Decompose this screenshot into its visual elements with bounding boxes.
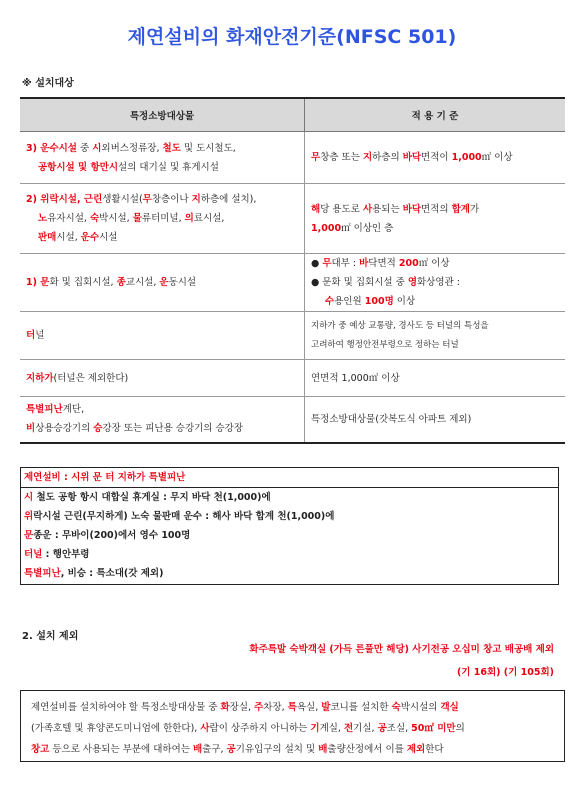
body-text: ㎡ 이상 <box>481 152 513 163</box>
body-text: 강장 또는 피난용 승강기의 승강장 <box>102 423 244 435</box>
summary-line <box>21 468 558 488</box>
highlight-text: 사 <box>362 203 373 215</box>
body-text: 계단, <box>62 404 85 416</box>
highlight-text: 지 <box>191 194 201 205</box>
highlight-text: 문 <box>24 530 34 541</box>
body-text: ● 문화 및 집회시설 중 <box>311 277 408 288</box>
highlight-text: 수 <box>325 296 335 307</box>
body-text: 용인원 <box>334 296 365 307</box>
table-row <box>20 132 565 184</box>
body-text: (터널은 제외한다) <box>53 372 129 384</box>
highlight-text: 배 <box>192 744 203 755</box>
cell-line <box>311 200 559 219</box>
summary-line <box>24 507 555 526</box>
highlight-text: 50㎡ 미만 <box>411 723 456 734</box>
highlight-text: 2) <box>26 194 41 205</box>
page-title: 제연설비의 화재안전기준(NFSC 501) <box>127 26 457 48</box>
highlight-text: 터널 <box>24 549 43 560</box>
body-text: 교시설, <box>125 277 160 288</box>
highlight-text: 운수 <box>80 232 100 243</box>
highlight-text: 제외 <box>406 744 426 755</box>
highlight-text: 지 <box>362 152 373 163</box>
highlight-text: 위 <box>24 511 34 522</box>
body-text: 한다 <box>425 744 444 755</box>
body-text: 철도 공항 항시 대합실 휴게실 : 무지 바닥 천(1,000)에 <box>33 492 271 503</box>
cell-line <box>26 419 298 438</box>
standard-cell: 연면적 1,000㎡ 이상 <box>305 360 566 397</box>
highlight-text: 특 <box>287 702 297 713</box>
highlight-text: 시 <box>24 492 34 503</box>
body-text: 창층 또는 <box>320 152 363 163</box>
highlight-text: 바 <box>359 258 369 269</box>
body-text: 제연설비를 설치하여야 할 특정소방대상물 중 <box>31 702 221 713</box>
column-header-standard: 적 용 기 준 <box>305 98 566 132</box>
body-text: 락시설 근린(무지하게) 노숙 물판매 운수 : 해사 바닥 합계 천(1,000)에 <box>33 511 335 522</box>
highlight-text: 발 <box>321 702 331 713</box>
summary-box <box>20 467 559 585</box>
highlight-text: 주 <box>254 702 264 713</box>
standard-cell <box>305 132 566 184</box>
body-text: : 행안부령 <box>42 549 90 560</box>
highlight-text: 비 <box>26 423 36 435</box>
summary-line <box>24 488 555 507</box>
cell-line <box>311 148 559 167</box>
highlight-text: 200 <box>398 258 419 269</box>
body-text: 대부 : <box>331 258 360 269</box>
highlight-text: 물 <box>132 213 142 224</box>
body-text: 화 및 집회시설, <box>49 277 117 288</box>
body-text: , 비승 : 특소대(갓 제외) <box>60 568 164 579</box>
object-cell <box>20 397 305 443</box>
body-text: 닥면적 <box>368 258 399 269</box>
body-text: 하층에 설치), <box>200 194 257 205</box>
cell-line <box>311 273 559 292</box>
body-text: 가 <box>469 203 480 215</box>
body-text: 코니를 설치한 <box>330 702 392 713</box>
highlight-text: 시 <box>108 161 119 173</box>
cell-line <box>311 219 559 238</box>
highlight-text: 특별피난 <box>26 404 63 416</box>
body-text: 기실, <box>353 723 378 734</box>
table-row <box>20 254 565 312</box>
body-text: 출량산정에서 이를 <box>327 744 407 755</box>
highlight-text: 문 <box>40 277 50 288</box>
body-text: 중 <box>76 142 93 154</box>
highlight-text: 1,000 <box>311 222 342 234</box>
cell-line: 지하가 중 예상 교통량, 경사도 등 터널의 특성을 <box>311 320 489 331</box>
object-cell <box>20 360 305 397</box>
table-row <box>20 360 565 397</box>
body-text: 장실, <box>229 702 255 713</box>
highlight-text: 노 <box>38 213 48 224</box>
highlight-text: 화 <box>220 702 230 713</box>
highlight-text: 객실 <box>440 702 459 713</box>
highlight-text: 바닥 <box>402 152 422 163</box>
standard-cell <box>305 254 566 312</box>
body-text: 박시설의 <box>400 702 441 713</box>
body-text: ㎡ 이상 <box>418 258 450 269</box>
highlight-text: 합계 <box>451 203 470 215</box>
cell-line <box>26 228 298 247</box>
cell-line <box>26 400 298 419</box>
highlight-text: 공항시설 및 항만 <box>38 161 109 173</box>
highlight-text: 시 <box>92 142 102 154</box>
highlight-text: 1) <box>26 277 41 288</box>
body-text: 차장, <box>263 702 288 713</box>
body-text: 동시설 <box>168 277 197 288</box>
body-text: 등으로 사용되는 부분에 대하여는 <box>49 744 193 755</box>
highlight-text: 운수시설 <box>40 142 77 154</box>
highlight-text: 1,000 <box>451 152 482 163</box>
body-text: 널 <box>35 330 45 341</box>
highlight-text: 100명 <box>364 296 394 307</box>
body-text: 설의 대기실 및 휴게시설 <box>118 161 219 173</box>
body-text: 당 용도로 <box>320 203 363 215</box>
object-cell <box>20 254 305 312</box>
highlight-text: 기 <box>310 723 320 734</box>
exam-reference: (기 16회) (기 105회) <box>456 667 554 678</box>
standard-cell: 특정소방대상물(갓복도식 아파트 제외) <box>305 397 566 443</box>
body-text: 및 도시철도, <box>180 142 236 154</box>
body-text: 계실, <box>319 723 344 734</box>
highlight-text: 전 <box>343 723 354 734</box>
highlight-text: 지하가 <box>26 372 54 384</box>
table-row <box>20 397 565 443</box>
highlight-text: 영 <box>407 277 417 288</box>
highlight-text: 종 <box>116 277 126 288</box>
body-text: 이상 <box>393 296 416 307</box>
cell-line <box>26 190 298 209</box>
highlight-text: 철도 <box>162 142 181 154</box>
standards-table <box>20 97 565 444</box>
highlight-text: 무 <box>311 152 321 163</box>
table-row <box>20 184 565 254</box>
body-text: ㎡ 이상인 층 <box>341 222 394 234</box>
summary-line <box>24 564 555 583</box>
body-text: 면적의 <box>421 203 452 215</box>
body-text: 외버스정류장, <box>101 142 163 154</box>
highlight-text: 숙 <box>89 213 100 224</box>
body-text: 면적이 <box>421 152 452 163</box>
highlight-text: 의 <box>184 213 194 224</box>
body-text: 조실, <box>386 723 412 734</box>
summary-line <box>24 526 555 545</box>
highlight-text: 창고 <box>31 744 50 755</box>
object-cell <box>20 184 305 254</box>
highlight-text: 3) <box>26 142 41 154</box>
highlight-text: 승 <box>93 423 103 435</box>
body-text: 용되는 <box>372 203 403 215</box>
cell-line <box>26 273 298 292</box>
body-text: 시설, <box>56 232 81 243</box>
body-text: 시설 <box>99 232 118 243</box>
object-cell <box>20 312 305 360</box>
body-text: 의 <box>455 723 465 734</box>
mnemonic-note: 화주특발 숙박객실 (가득 른풀만 해당) 사기전공 오십미 창고 배공배 제외 <box>249 644 554 655</box>
body-text: 기유입구의 설치 및 <box>235 744 319 755</box>
table-header-row <box>20 98 565 132</box>
body-text: ● <box>311 258 323 269</box>
body-text: 화상영관 : <box>417 277 460 288</box>
exemption-line <box>31 718 554 739</box>
body-text: (가족호텔 및 휴양콘도미니엄에 한한다), <box>31 723 201 734</box>
highlight-text: 사 <box>200 723 210 734</box>
cell-line <box>26 326 298 345</box>
exemption-line <box>31 697 554 718</box>
highlight-text: 배 <box>318 744 328 755</box>
cell-line <box>26 209 298 228</box>
highlight-text: 제연설비 : 시위 문 터 지하가 특별피난 <box>24 472 186 483</box>
table-row <box>20 312 565 360</box>
highlight-text: 숙 <box>391 702 401 713</box>
body-text: 료시설, <box>193 213 225 224</box>
summary-line <box>24 545 555 564</box>
highlight-text: 위락시설, 근린 <box>40 194 103 205</box>
object-cell <box>20 132 305 184</box>
highlight-text: 해 <box>311 203 321 215</box>
body-text: 람이 상주하지 아니하는 <box>209 723 311 734</box>
body-text: 하층의 <box>372 152 403 163</box>
cell-line: 고려하여 행정안전부령으로 정하는 터널 <box>311 339 459 350</box>
column-header-object: 특정소방대상물 <box>20 98 305 132</box>
exemption-box <box>20 690 565 762</box>
exemption-line <box>31 739 554 760</box>
body-text: 상용승강기의 <box>35 423 94 435</box>
highlight-text: 공 <box>377 723 387 734</box>
highlight-text: 특별피난 <box>24 568 61 579</box>
body-text: 류터미널, <box>141 213 185 224</box>
cell-line <box>26 158 298 177</box>
section-heading-targets: ※ 설치대상 <box>22 78 74 89</box>
highlight-text: 바닥 <box>402 203 422 215</box>
section-heading-exemption: 2. 설치 제외 <box>22 631 79 642</box>
body-text: 유자시설, <box>47 213 90 224</box>
body-text: 출구, <box>202 744 227 755</box>
body-text: 박시설, <box>99 213 133 224</box>
standard-cell <box>305 184 566 254</box>
cell-line <box>26 139 298 158</box>
standard-cell <box>305 312 566 360</box>
body-text: 창층이나 <box>151 194 192 205</box>
highlight-text: 무 <box>142 194 152 205</box>
highlight-text: 판매 <box>38 232 57 243</box>
highlight-text: 무 <box>322 258 332 269</box>
highlight-text: 터 <box>26 330 36 341</box>
highlight-text: 운 <box>159 277 169 288</box>
body-text: 생활시설( <box>102 194 143 205</box>
cell-line <box>26 369 298 388</box>
highlight-text: 공 <box>226 744 236 755</box>
cell-line <box>311 254 559 273</box>
body-text: 종운 : 무바이(200)에서 영수 100명 <box>33 530 191 541</box>
cell-line <box>311 292 559 311</box>
body-text: 욕실, <box>296 702 322 713</box>
